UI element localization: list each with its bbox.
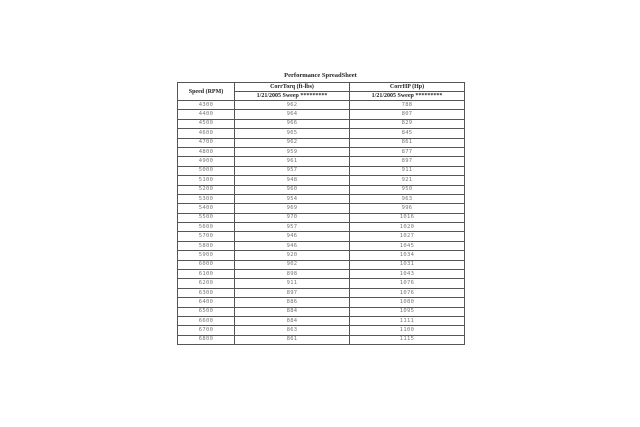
table-row: [178, 260, 465, 269]
speed-cell: 6000: [178, 260, 235, 269]
hp-cell: 861: [350, 138, 465, 147]
hp-cell: 950: [350, 185, 465, 194]
hp-cell: 921: [350, 176, 465, 185]
table-row: [178, 119, 465, 128]
table-header-row: [178, 83, 465, 92]
speed-cell: 4300: [178, 101, 235, 110]
hp-cell: 845: [350, 129, 465, 138]
hp-cell: 877: [350, 147, 465, 156]
hp-cell: 1045: [350, 241, 465, 250]
table-row: [178, 298, 465, 307]
hp-cell: 1076: [350, 279, 465, 288]
torque-cell: 969: [235, 204, 350, 213]
torque-cell: 962: [235, 138, 350, 147]
table-row: [178, 307, 465, 316]
torque-cell: 957: [235, 166, 350, 175]
torque-cell: 964: [235, 110, 350, 119]
speed-cell: 6200: [178, 279, 235, 288]
hp-cell: 1111: [350, 316, 465, 325]
speed-cell: 5100: [178, 176, 235, 185]
table-row: [178, 288, 465, 297]
torque-cell: 886: [235, 298, 350, 307]
table-row: [178, 194, 465, 203]
table-row: [178, 335, 465, 344]
speed-cell: 6300: [178, 288, 235, 297]
hp-cell: 1016: [350, 213, 465, 222]
speed-cell: 4600: [178, 129, 235, 138]
speed-cell: 5400: [178, 204, 235, 213]
torque-cell: 911: [235, 279, 350, 288]
torque-cell: 946: [235, 232, 350, 241]
torque-cell: 962: [235, 101, 350, 110]
speed-cell: 6400: [178, 298, 235, 307]
table-row: [178, 166, 465, 175]
hp-cell: 788: [350, 101, 465, 110]
speed-cell: 5700: [178, 232, 235, 241]
table-row: [178, 241, 465, 250]
speed-cell: 6800: [178, 335, 235, 344]
speed-cell: 5300: [178, 194, 235, 203]
hp-sweep-header: 1/21/2005 Sweep *********: [350, 92, 465, 101]
hp-cell: 1034: [350, 251, 465, 260]
torque-cell: 946: [235, 241, 350, 250]
table-row: [178, 326, 465, 335]
table-row: [178, 138, 465, 147]
torque-cell: 884: [235, 316, 350, 325]
table-row: [178, 147, 465, 156]
torque-cell: 884: [235, 307, 350, 316]
performance-table: [177, 82, 465, 345]
table-row: [178, 101, 465, 110]
table-row: [178, 232, 465, 241]
torque-cell: 861: [235, 335, 350, 344]
hp-cell: 897: [350, 157, 465, 166]
speed-cell: 4700: [178, 138, 235, 147]
speed-cell: 5000: [178, 166, 235, 175]
torque-cell: 863: [235, 326, 350, 335]
table-row: [178, 129, 465, 138]
speed-cell: 6500: [178, 307, 235, 316]
speed-cell: 5900: [178, 251, 235, 260]
table-row: [178, 279, 465, 288]
hp-cell: 1115: [350, 335, 465, 344]
hp-cell: 807: [350, 110, 465, 119]
torque-cell: 960: [235, 185, 350, 194]
hp-cell: 829: [350, 119, 465, 128]
speed-cell: 4800: [178, 147, 235, 156]
hp-cell: 1095: [350, 307, 465, 316]
torque-cell: 954: [235, 194, 350, 203]
torque-cell: 970: [235, 213, 350, 222]
hp-cell: 963: [350, 194, 465, 203]
hp-cell: 1076: [350, 288, 465, 297]
torque-cell: 959: [235, 147, 350, 156]
table-row: [178, 270, 465, 279]
hp-column-header: CorrHP (Hp): [350, 83, 465, 92]
hp-cell: 1027: [350, 232, 465, 241]
torque-cell: 898: [235, 270, 350, 279]
torque-cell: 897: [235, 288, 350, 297]
page-title: Performance SpreadSheet: [284, 72, 357, 79]
hp-cell: 1043: [350, 270, 465, 279]
table-body: [178, 101, 465, 345]
speed-cell: 5500: [178, 213, 235, 222]
table-row: [178, 204, 465, 213]
torque-cell: 957: [235, 223, 350, 232]
hp-cell: 996: [350, 204, 465, 213]
speed-cell: 6600: [178, 316, 235, 325]
torque-cell: 920: [235, 251, 350, 260]
table-row: [178, 251, 465, 260]
torque-sweep-header: 1/21/2005 Sweep *********: [235, 92, 350, 101]
speed-cell: 5600: [178, 223, 235, 232]
hp-cell: 1031: [350, 260, 465, 269]
table-row: [178, 223, 465, 232]
speed-cell: 5800: [178, 241, 235, 250]
speed-column-header: Speed (RPM): [178, 83, 235, 101]
table-row: [178, 213, 465, 222]
torque-cell: 966: [235, 119, 350, 128]
hp-cell: 1020: [350, 223, 465, 232]
table-row: [178, 157, 465, 166]
speed-cell: 6100: [178, 270, 235, 279]
speed-cell: 4400: [178, 110, 235, 119]
torque-cell: 902: [235, 260, 350, 269]
speed-cell: 4900: [178, 157, 235, 166]
table-row: [178, 316, 465, 325]
table-row: [178, 185, 465, 194]
speed-cell: 6700: [178, 326, 235, 335]
hp-cell: 1100: [350, 326, 465, 335]
torque-cell: 965: [235, 129, 350, 138]
torque-cell: 948: [235, 176, 350, 185]
table-row: [178, 176, 465, 185]
hp-cell: 1080: [350, 298, 465, 307]
torque-cell: 961: [235, 157, 350, 166]
speed-cell: 5200: [178, 185, 235, 194]
speed-cell: 4500: [178, 119, 235, 128]
torque-column-header: CorrTorq (ft-lbs): [235, 83, 350, 92]
table-row: [178, 110, 465, 119]
hp-cell: 911: [350, 166, 465, 175]
